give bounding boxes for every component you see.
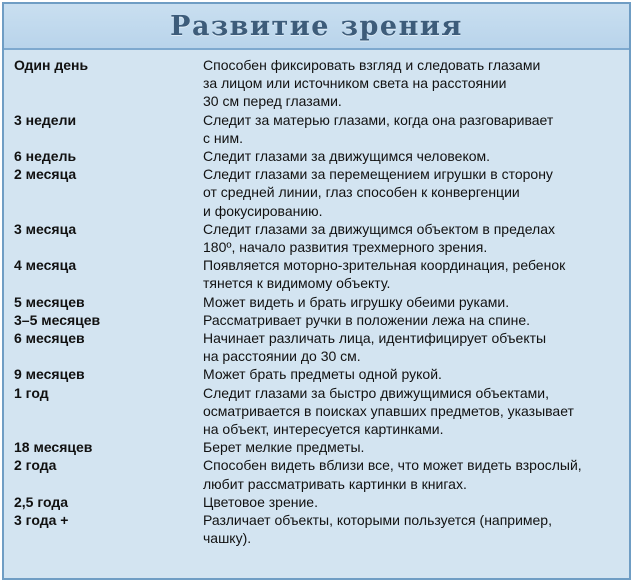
table-row	[14, 293, 620, 311]
description-line: Следит за матерью глазами, когда она разговаривает	[203, 111, 554, 128]
description-line: на объект, интересуется картинками.	[203, 421, 444, 438]
milestone-description	[203, 384, 620, 439]
milestone-description	[203, 329, 620, 365]
description-line: Появляется моторно-зрительная координация, ребенок	[203, 257, 566, 274]
table-row	[14, 493, 620, 511]
description-line: за лицом или источником света на расстоянии	[203, 75, 507, 92]
age-label: Один день	[14, 57, 89, 73]
description-line: Начинает различать лица, идентифицирует объекты	[203, 330, 547, 347]
table-row	[14, 311, 620, 329]
age-label: 6 недель	[14, 148, 77, 165]
milestone-description	[203, 365, 620, 383]
milestone-description	[203, 493, 620, 511]
description-line: осматривается в поисках упавших предметов, указывает	[203, 402, 574, 419]
age-label: 3 месяца	[14, 220, 77, 237]
table-row	[14, 56, 620, 111]
development-table	[14, 56, 620, 547]
description-line: Различает объекты, которыми пользуется (например,	[203, 512, 552, 529]
table-row	[14, 329, 620, 365]
description-line: от средней линии, глаз способен к конвергенции	[203, 184, 520, 201]
milestone-description	[203, 456, 620, 492]
description-line: Способен фиксировать взгляд и следовать глазами	[203, 57, 541, 73]
vision-development-panel	[2, 2, 631, 580]
table-row	[14, 365, 620, 383]
age-label: 18 месяцев	[14, 439, 93, 456]
description-line: Способен видеть вблизи все, что может видеть взрослый,	[203, 457, 582, 474]
table-row	[14, 511, 620, 547]
description-line: Берет мелкие предметы.	[203, 439, 365, 456]
table-row	[14, 220, 620, 256]
table-row	[14, 456, 620, 492]
milestone-description	[203, 511, 620, 547]
age-label: 4 месяца	[14, 257, 77, 274]
description-line: Следит глазами за движущимся человеком.	[203, 148, 491, 165]
description-line: тянется к видимому объекту.	[203, 275, 391, 292]
age-label: 5 месяцев	[14, 293, 85, 310]
description-line: Следит глазами за быстро движущимися объектами,	[203, 384, 549, 401]
milestone-description	[203, 438, 620, 456]
description-line: Следит глазами за движущимся объектом в пределах	[203, 220, 555, 237]
age-label: 3–5 месяцев	[14, 311, 101, 328]
table-row	[14, 165, 620, 220]
age-label: 2,5 года	[14, 493, 69, 510]
description-line: и фокусированию.	[203, 202, 323, 219]
milestone-description	[203, 293, 620, 311]
table-row	[14, 147, 620, 165]
title-bar	[4, 4, 629, 50]
age-label: 9 месяцев	[14, 366, 85, 383]
description-line: на расстоянии до 30 см.	[203, 348, 361, 365]
description-line: чашку).	[203, 530, 252, 547]
description-line: с ним.	[203, 129, 243, 146]
description-line: 180º, начало развития трехмерного зрения.	[203, 239, 488, 256]
milestone-description	[203, 256, 620, 292]
age-label: 1 год	[14, 384, 49, 401]
table-row	[14, 256, 620, 292]
milestone-description	[203, 311, 620, 329]
description-line: 30 см перед глазами.	[203, 93, 342, 110]
milestone-description	[203, 111, 620, 147]
description-line: Цветовое зрение.	[203, 493, 318, 510]
age-label: 3 года +	[14, 512, 69, 529]
table-row	[14, 438, 620, 456]
age-label: 2 года	[14, 457, 57, 474]
milestone-description	[203, 147, 620, 165]
description-line: Следит глазами за перемещением игрушки в сторону	[203, 166, 553, 183]
description-line: Рассматривает ручки в положении лежа на спине.	[203, 311, 531, 328]
description-line: любит рассматривать картинки в книгах.	[203, 475, 467, 492]
age-label: 3 недели	[14, 111, 77, 128]
description-line: Может видеть и брать игрушку обеими руками.	[203, 293, 510, 310]
description-line: Может брать предметы одной рукой.	[203, 366, 442, 383]
table-row	[14, 384, 620, 439]
milestone-description	[203, 220, 620, 256]
page-title: Развитие зрения	[170, 10, 463, 42]
table-row	[14, 111, 620, 147]
age-label: 6 месяцев	[14, 330, 85, 347]
milestone-description	[203, 56, 620, 111]
milestone-description	[203, 165, 620, 220]
age-label: 2 месяца	[14, 166, 77, 183]
